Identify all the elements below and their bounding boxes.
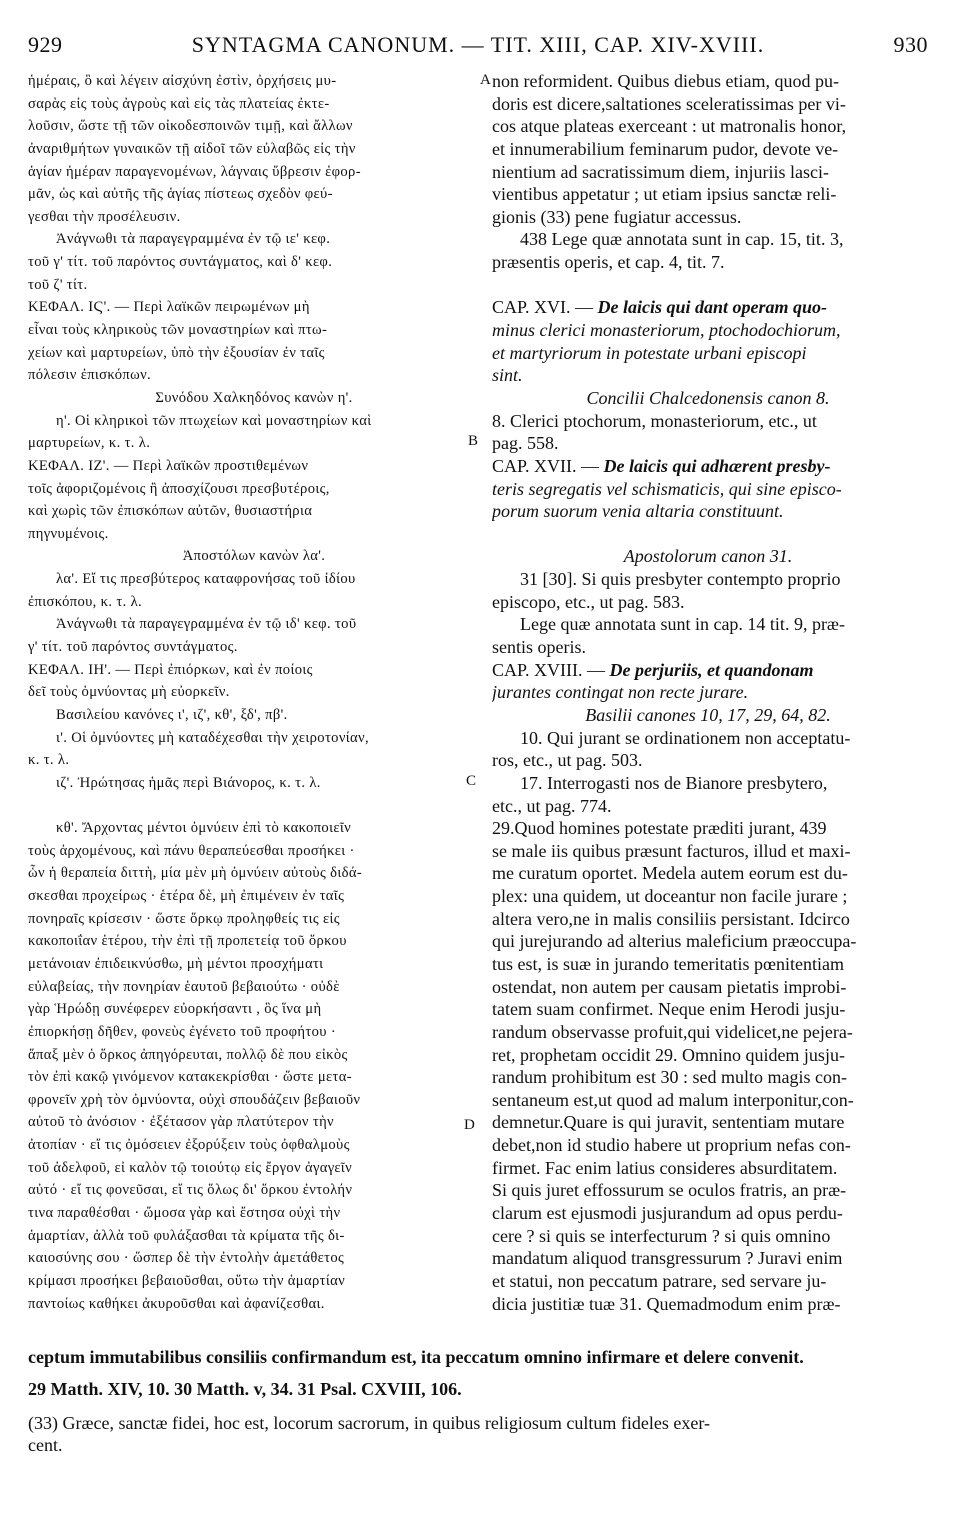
greek-line: πηγνυμένοις. (28, 525, 109, 542)
greek-line: εἶναι τοὺς κληρικοὺς τῶν μοναστηρίων καὶ πτω- (28, 322, 328, 339)
latin-line: 8. Clerici ptochorum, monasteriorum, etc., ut (492, 410, 817, 431)
closing-line: ceptum immutabilibus consiliis confirmandum est, ita peccatum omnino infirmare et delere convenit. (28, 1347, 804, 1367)
latin-line: mandatum aliquod transgressurum ? Juravi enim (492, 1248, 843, 1269)
greek-line: καιοσύνης σου · ὥσπερ δὲ τὴν ἐντολὴν ἀμετάθετος (28, 1250, 345, 1267)
greek-line: ἡμέραις, ὃ καὶ λέγειν αἰσχύνη ἐστὶν, ὀρχήσεις μυ- (28, 73, 337, 89)
latin-line: 31 [30]. Si quis presbyter contempto proprio (520, 569, 841, 590)
latin-line: episcopo, etc., ut pag. 583. (492, 591, 685, 612)
greek-line: Ἀποστόλων κανὼν λα'. (182, 548, 326, 565)
greek-line: μετάνοιαν ἐπιδεικνύσθω, μὴ μέντοι προσχήματι (28, 955, 324, 972)
greek-line: εὐλαβείας, τὴν πονηρίαν ἑαυτοῦ βεβαιούτω · οὐδὲ (28, 978, 340, 995)
greek-line: ι'. Οἱ ὀμνύοντες μὴ καταδέχεσθαι τὴν χειροτονίαν, (56, 729, 369, 746)
latin-line: me curatum oportet. Medela autem eorum est du- (492, 863, 848, 884)
greek-line: τοῖς ἀφοριζομένοις ἢ ἀποσχίζουσι πρεσβυτέροις, (28, 480, 330, 497)
latin-line: firmet. Fac enim latius consideres absurditatem. (492, 1157, 838, 1178)
latin-line: randum prohibitum est 30 : sed multo magis con- (492, 1067, 847, 1088)
latin-line: ostendat, non autem per causam pietatis improbi- (492, 976, 847, 997)
footnote-33: (33) Græce, sanctæ fidei, hoc est, locorum sacrorum, in quibus religiosum cultum fideles exer- (28, 1413, 710, 1433)
latin-line: debet,non id studio habere ut proprium nefas con- (492, 1135, 851, 1156)
latin-line: etc., ut pag. 774. (492, 795, 612, 816)
latin-line: minus clerici monasteriorum, ptochodochiorum, (492, 320, 841, 341)
latin-line: plex: una quidem, ut doceantur non facile jurare ; (492, 886, 848, 907)
latin-line: Si quis juret effossurum se oculos fratris, an præ- (492, 1180, 847, 1201)
latin-line (492, 274, 924, 297)
greek-line: δεῖ τοὺς ὀμνύοντας μὴ εὐορκεῖν. (28, 684, 230, 701)
latin-line: altera vero,ne in malis consiliis persistant. Idcirco (492, 908, 850, 929)
latin-line: Lege quæ annotata sunt in cap. 14 tit. 9, præ- (520, 614, 845, 635)
greek-line: ἁμαρτίαν, ἀλλὰ τοῦ φυλάξασθαι τὰ κρίματα τῆς δι- (28, 1227, 345, 1244)
greek-line: λοῦσιν, ὥστε τῇ τῶν οἰκοδεσποινῶν τιμῇ, καὶ ἄλλων (28, 118, 353, 135)
full-width-line (28, 1346, 928, 1369)
greek-line: κρίμασι προσήκει βεβαιοῦσθαι, οὕτω τὴν ἁμαρτίαν (28, 1272, 346, 1289)
greek-line: ὧν ἡ θεραπεία διττὴ, μία μὲν μὴ ὀμνύειν αὐτοὺς διδά- (28, 865, 363, 882)
latin-line: ret, prophetam occidit 29. Omnino quidem jusju- (492, 1044, 845, 1065)
greek-line: η'. Οἱ κληρικοὶ τῶν πτωχείων καὶ μοναστηρίων καὶ (56, 412, 372, 429)
greek-line: Βασιλείου κανόνες ι', ιζ', κθ', ξδ', πβ'. (56, 706, 288, 723)
greek-line: μαρτυρείων, κ. τ. λ. (28, 435, 151, 452)
greek-line: ΚΕΦΑΛ. ΙϚ'. — Περὶ λαϊκῶν πειρωμένων μὴ (28, 299, 310, 316)
running-title: SYNTAGMA CANONUM. — TIT. XIII, CAP. XIV-XVIII. (191, 32, 765, 57)
margin-letter-b: B (468, 433, 479, 449)
greek-line: αὐτό · εἴ τις φονεῦσαι, εἴ τις ὅλως δι' ὅρκου ἐντολήν (28, 1182, 353, 1199)
latin-line: sentaneum est,ut quod ad malum interponitur,con- (492, 1089, 854, 1110)
latin-line: gionis (33) pene fugiatur accessus. (492, 206, 742, 227)
latin-line: CAP. XVIII. — De perjuriis, et quandonam (492, 659, 814, 680)
latin-line: CAP. XVI. — De laicis qui dant operam quo- (492, 297, 828, 318)
latin-line: demnetur.Quare is qui juravit, sententiam mutare (492, 1112, 845, 1133)
latin-line: non reformident. Quibus diebus etiam, quod pu- (492, 71, 839, 91)
latin-line: ros, etc., ut pag. 503. (492, 750, 643, 771)
latin-line (492, 523, 924, 546)
latin-line: teris segregatis vel schismaticis, qui sine episco- (492, 478, 842, 499)
greek-line: γὰρ Ἡρώδῃ συνέφερεν εὐορκήσαντι , ὃς ἵνα μὴ (28, 1001, 322, 1018)
latin-line: Concilii Chalcedonensis canon 8. (586, 387, 830, 408)
greek-column (28, 70, 480, 1315)
greek-line: πονηραῖς κρίσεσιν · ὥστε ὅρκῳ προληφθείς τις εἰς (28, 910, 340, 927)
greek-line: καὶ χωρὶς τῶν ἐπισκόπων αὐτῶν, θυσιαστήρια (28, 503, 313, 520)
greek-line: ΚΕΦΑΛ. ΙΖ'. — Περὶ λαϊκῶν προστιθεμένων (28, 457, 309, 474)
latin-line: cos atque plateas exerceant : ut matronalis honor, (492, 116, 847, 137)
latin-line: vientibus appetatur ; ut etiam ipsius sanctæ reli- (492, 184, 837, 205)
latin-line: Apostolorum canon 31. (623, 546, 793, 567)
latin-line: et innumerabilium feminarum pudor, devote ve- (492, 138, 839, 159)
greek-line: φρονεῖν χρὴ τὸν ὀμνύοντα, οὐχὶ σπουδάζειν βεβαιοῦν (28, 1091, 361, 1108)
footnote-refs: 29 Matth. XIV, 10. 30 Matth. v, 34. 31 Psal. CXVIII, 106. (28, 1379, 462, 1399)
greek-line: ἀτοπίαν · εἴ τις ὀμόσειεν ἐξορύξειν τοὺς ὀφθαλμοὺς (28, 1137, 350, 1154)
greek-line: ἐπιορκήσῃ δῆθεν, φονεὺς ἐγένετο τοῦ προφήτου · (28, 1023, 337, 1040)
latin-column (492, 70, 924, 1315)
page-number-left: 929 (28, 32, 63, 57)
greek-line: τοῦ ἀδελφοῦ, εἰ καλὸν τῷ τοιούτῳ εἰς ἔργον ἀγαγεῖν (28, 1159, 353, 1176)
greek-line: ἁγίαν ἡμέραν παραγενομένων, λάγναις ὕβρεσιν ἐφορ- (28, 163, 361, 180)
latin-line: tus est, is suæ in jurando temeritatis pœnitentiam (492, 953, 844, 974)
greek-line: κακοποιΐαν ἑτέρου, τὴν ἐπὶ τῇ προπετείᾳ τοῦ ὅρκου (28, 933, 347, 950)
greek-line: σαρὰς εἰς τοὺς ἀγροὺς καὶ εἰς τὰς πλατείας ἐκτε- (28, 95, 330, 112)
greek-line: γεσθαι τὴν προσέλευσιν. (28, 208, 181, 225)
greek-line: μᾶν, ὡς καὶ αὐτῆς τῆς ἁγίας πίστεως σχεδὸν φεύ- (28, 186, 333, 203)
latin-line: CAP. XVII. — De laicis qui adhærent presby- (492, 455, 831, 476)
greek-line: τοὺς ἀρχομένους, καὶ πάνυ θεραπεύεσθαι προσήκει · (28, 842, 355, 859)
greek-line: τινα παραθέσθαι · ὤμοσα γὰρ καὶ ἔστησα οὐχὶ τὴν (28, 1205, 341, 1222)
greek-line: ἐπισκόπου, κ. τ. λ. (28, 593, 142, 610)
latin-line: cere ? si quis se interfecturum ? si quis omnino (492, 1225, 831, 1246)
greek-line: Συνόδου Χαλκηδόνος κανὼν η'. (155, 389, 353, 406)
latin-line: 438 Lege quæ annotata sunt in cap. 15, tit. 3, (520, 229, 844, 250)
latin-line: porum suorum venia altaria constituunt. (492, 501, 784, 522)
greek-line: παντοίως καθήκει ἀκυροῦσθαι καὶ ἀφανίζεσθαι. (28, 1295, 325, 1312)
latin-line: tatem suam confirmet. Neque enim Herodi jusju- (492, 999, 846, 1020)
greek-line: ιζ'. Ἠρώτησας ἡμᾶς περὶ Βιάνορος, κ. τ. λ. (56, 774, 321, 791)
greek-line: αὐτοῦ τὸ ἀνόσιον · ἐξέτασον γὰρ πλατύτερον τὴν (28, 1114, 335, 1131)
greek-line: ἀναριθμήτων γυναικῶν τῇ αἰδοῖ τῶν εὐλαβῶς εἰς τὴν (28, 140, 356, 157)
latin-line: jurantes contingat non recte jurare. (492, 682, 749, 703)
greek-line: κ. τ. λ. (28, 752, 70, 769)
latin-line: dicia justitiæ tuæ 31. Quemadmodum enim præ- (492, 1293, 841, 1314)
latin-line: 17. Interrogasti nos de Bianore presbytero, (520, 772, 828, 793)
greek-line: πόλεσιν ἐπισκόπων. (28, 367, 152, 384)
greek-line: γ' τίτ. τοῦ παρόντος συντάγματος. (28, 639, 238, 656)
greek-line: τὸν ἐπὶ κακῷ γινόμενον κατακεκρίσθαι · ὥστε μετα- (28, 1069, 352, 1086)
latin-line: nientium ad sacratissimum diem, injuriis lasci- (492, 161, 829, 182)
greek-line: τοῦ γ' τίτ. τοῦ παρόντος συντάγματος, καὶ δ' κεφ. (28, 254, 333, 271)
greek-line: κθ'. Ἄρχοντας μέντοι ὀμνύειν ἐπὶ τὸ κακοποιεῖν (56, 820, 352, 837)
latin-line: et martyriorum in potestate urbani episcopi (492, 342, 807, 363)
greek-line: τοῦ ζ' τίτ. (28, 276, 88, 293)
latin-line: se male iis quibus præsunt facturos, illud et maxi- (492, 840, 851, 861)
latin-line: randum observasse profuit,qui videlicet,ne pejera- (492, 1021, 853, 1042)
margin-letter-d: D (464, 1117, 475, 1133)
greek-line: χείων καὶ μαρτυρείων, ὑπὸ τὴν ἐξουσίαν ἐν ταῖς (28, 344, 325, 361)
footnote-33-cont: cent. (28, 1435, 63, 1455)
latin-line: clarum est ejusmodi jusjurandum ad opus perdu- (492, 1203, 843, 1224)
footnotes (28, 1378, 928, 1456)
greek-line: Ἀνάγνωθι τὰ παραγεγραμμένα ἐν τῷ ιε' κεφ. (56, 231, 331, 248)
latin-line: doris est dicere,saltationes sceleratissimas per vi- (492, 93, 846, 114)
page-number-right: 930 (893, 32, 928, 57)
greek-line: λα'. Εἴ τις πρεσβύτερος καταφρονήσας τοῦ ἰδίου (56, 571, 356, 588)
greek-line (28, 795, 480, 818)
latin-line: sentis operis. (492, 637, 586, 658)
latin-line: et statui, non peccatum patrare, sed servare ju- (492, 1270, 827, 1291)
latin-line: præsentis operis, et cap. 4, tit. 7. (492, 252, 725, 273)
latin-line: Basilii canones 10, 17, 29, 64, 82. (585, 704, 831, 725)
margin-letter-c: C (466, 773, 477, 789)
latin-line: pag. 558. (492, 433, 559, 454)
latin-line: 10. Qui jurant se ordinationem non acceptatu- (520, 727, 851, 748)
greek-line: σκεσθαι προχείρως · ἑτέρα δὲ, μὴ ἐπιμένειν ἐν ταῖς (28, 888, 345, 905)
latin-line: sint. (492, 365, 523, 386)
running-header (28, 32, 928, 62)
greek-line: ΚΕΦΑΛ. ΙΗ'. — Περὶ ἐπιόρκων, καὶ ἐν ποίοις (28, 661, 313, 678)
latin-line: 29.Quod homines potestate præditi jurant, 439 (492, 818, 827, 839)
latin-line: qui jurejurando ad alterius maleficium præoccupa- (492, 931, 857, 952)
greek-line: Ἀνάγνωθι τὰ παραγεγραμμένα ἐν τῷ ιδ' κεφ. τοῦ (56, 616, 357, 633)
margin-letter-a: A (480, 72, 491, 88)
greek-line: ἅπαξ μὲν ὁ ὅρκος ἀπηγόρευται, πολλῷ δὲ που εἰκὸς (28, 1046, 348, 1063)
